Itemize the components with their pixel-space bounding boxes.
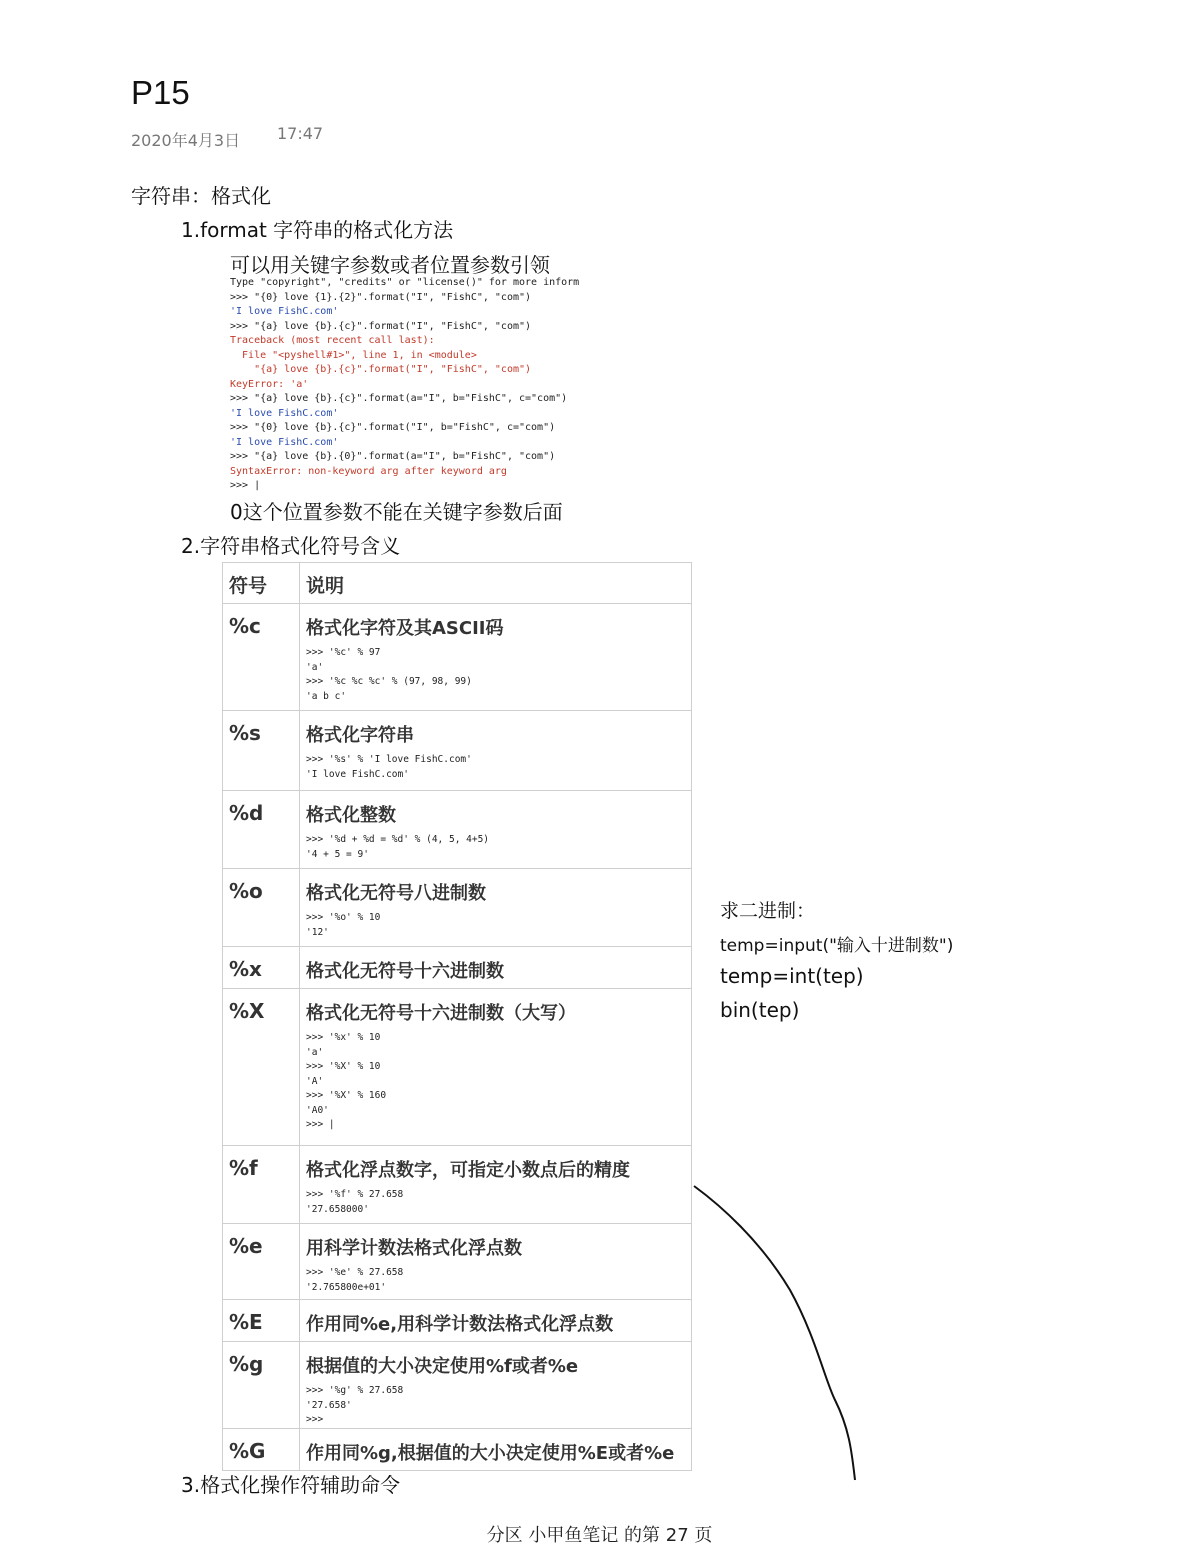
binary-note-line: bin(tep) xyxy=(720,998,800,1022)
format-description: 格式化无符号十六进制数（大写） xyxy=(306,1003,576,1024)
format-description: 根据值的大小决定使用%f或者%e xyxy=(306,1356,579,1377)
shell-line: KeyError: 'a' xyxy=(230,378,309,390)
format-description: 用科学计数法格式化浮点数 xyxy=(306,1238,522,1259)
code-example: >>> '%x' % 10 'a' >>> '%X' % 10 'A' >>> '%X' % 160 'A0' >>> | xyxy=(306,1032,387,1130)
list-item-format: 1.format 字符串的格式化方法 xyxy=(181,218,454,242)
list-item-partial: 3.格式化操作符辅助命令 xyxy=(181,1473,401,1497)
format-symbol: %g xyxy=(223,1342,300,1429)
code-example: >>> '%g' % 27.658 '27.658' >>> xyxy=(306,1385,404,1425)
page-title: P15 xyxy=(131,74,190,111)
shell-line: Type "copyright", "credits" or "license()" for more inform xyxy=(230,277,580,288)
format-symbol: %X xyxy=(223,989,300,1146)
format-description: 格式化无符号八进制数 xyxy=(306,883,486,904)
shell-line: >>> "{a} love {b}.{0}".format(a="I", b="FishC", "com") xyxy=(230,451,556,462)
format-symbol: %c xyxy=(223,604,300,711)
page-footer: 分区 小甲鱼笔记 的第 27 页 xyxy=(486,1525,713,1546)
binary-note-title: 求二进制： xyxy=(720,900,816,922)
code-example: >>> '%f' % 27.658 '27.658000' xyxy=(306,1189,404,1215)
code-example: >>> '%s' % 'I love FishC.com' 'I love FishC.com' xyxy=(306,754,472,780)
format-description: 格式化字符串 xyxy=(306,725,414,746)
code-example: >>> '%d + %d = %d' % (4, 5, 4+5) '4 + 5 = 9' xyxy=(306,834,490,860)
shell-line: >>> "{0} love {1}.{2}".format("I", "FishC", "com") xyxy=(230,291,532,303)
shell-line: >>> "{0} love {b}.{c}".format("I", b="FishC", c="com") xyxy=(230,422,556,433)
binary-note-line: temp=int(tep) xyxy=(720,964,864,988)
shell-line: 'I love FishC.com' xyxy=(230,407,339,419)
shell-line: "{a} love {b}.{c}".format("I", "FishC", "com") xyxy=(230,364,532,375)
section-heading: 字符串：格式化 xyxy=(131,184,271,208)
format-symbol: %f xyxy=(223,1146,300,1224)
header-symbol: 符号 xyxy=(223,563,300,604)
shell-line: File "<pyshell#1>", line 1, in <module> xyxy=(230,349,477,361)
format-symbol: %o xyxy=(223,869,300,947)
header-description: 说明 xyxy=(300,563,692,604)
format-description: 格式化整数 xyxy=(306,805,396,826)
shell-line: SyntaxError: non-keyword arg after keyword arg xyxy=(230,465,507,477)
format-symbol: %s xyxy=(223,711,300,791)
format-description: 作用同%g,根据值的大小决定使用%E或者%e xyxy=(306,1442,675,1464)
shell-line: 'I love FishC.com' xyxy=(230,436,339,448)
format-symbol: %E xyxy=(223,1300,300,1342)
positional-arg-note: 0这个位置参数不能在关键字参数后面 xyxy=(230,500,563,524)
list-item-format-symbols: 2.字符串格式化符号含义 xyxy=(181,534,401,558)
format-description: 格式化浮点数字，可指定小数点后的精度 xyxy=(306,1160,630,1181)
format-description: 格式化无符号十六进制数 xyxy=(306,961,504,982)
format-symbol: %e xyxy=(223,1224,300,1300)
shell-line: Traceback (most recent call last): xyxy=(230,335,435,346)
format-symbol: %d xyxy=(223,791,300,869)
format-symbol: %G xyxy=(223,1428,300,1470)
format-description: 作用同%e,用科学计数法格式化浮点数 xyxy=(306,1314,614,1335)
format-subnote: 可以用关键字参数或者位置参数引领 xyxy=(230,253,550,277)
shell-line: >>> | xyxy=(230,480,261,491)
shell-line: 'I love FishC.com' xyxy=(230,306,339,317)
shell-line: >>> "{a} love {b}.{c}".format(a="I", b="FishC", c="com") xyxy=(230,393,568,404)
page-date: 2020年4月3日 xyxy=(131,131,241,150)
code-example: >>> '%o' % 10 '12' xyxy=(306,912,381,938)
binary-note-line: temp=input("输入十进制数") xyxy=(720,936,954,956)
code-example: >>> '%c' % 97 'a' >>> '%c %c %c' % (97, 98, 99) 'a b c' xyxy=(306,647,472,702)
code-example: >>> '%e' % 27.658 '2.765800e+01' xyxy=(306,1267,404,1293)
shell-line: >>> "{a} love {b}.{c}".format("I", "FishC", "com") xyxy=(230,320,532,332)
format-symbol: %x xyxy=(223,947,300,989)
page-time: 17:47 xyxy=(277,124,324,143)
format-description: 格式化字符及其ASCII码 xyxy=(306,618,504,639)
